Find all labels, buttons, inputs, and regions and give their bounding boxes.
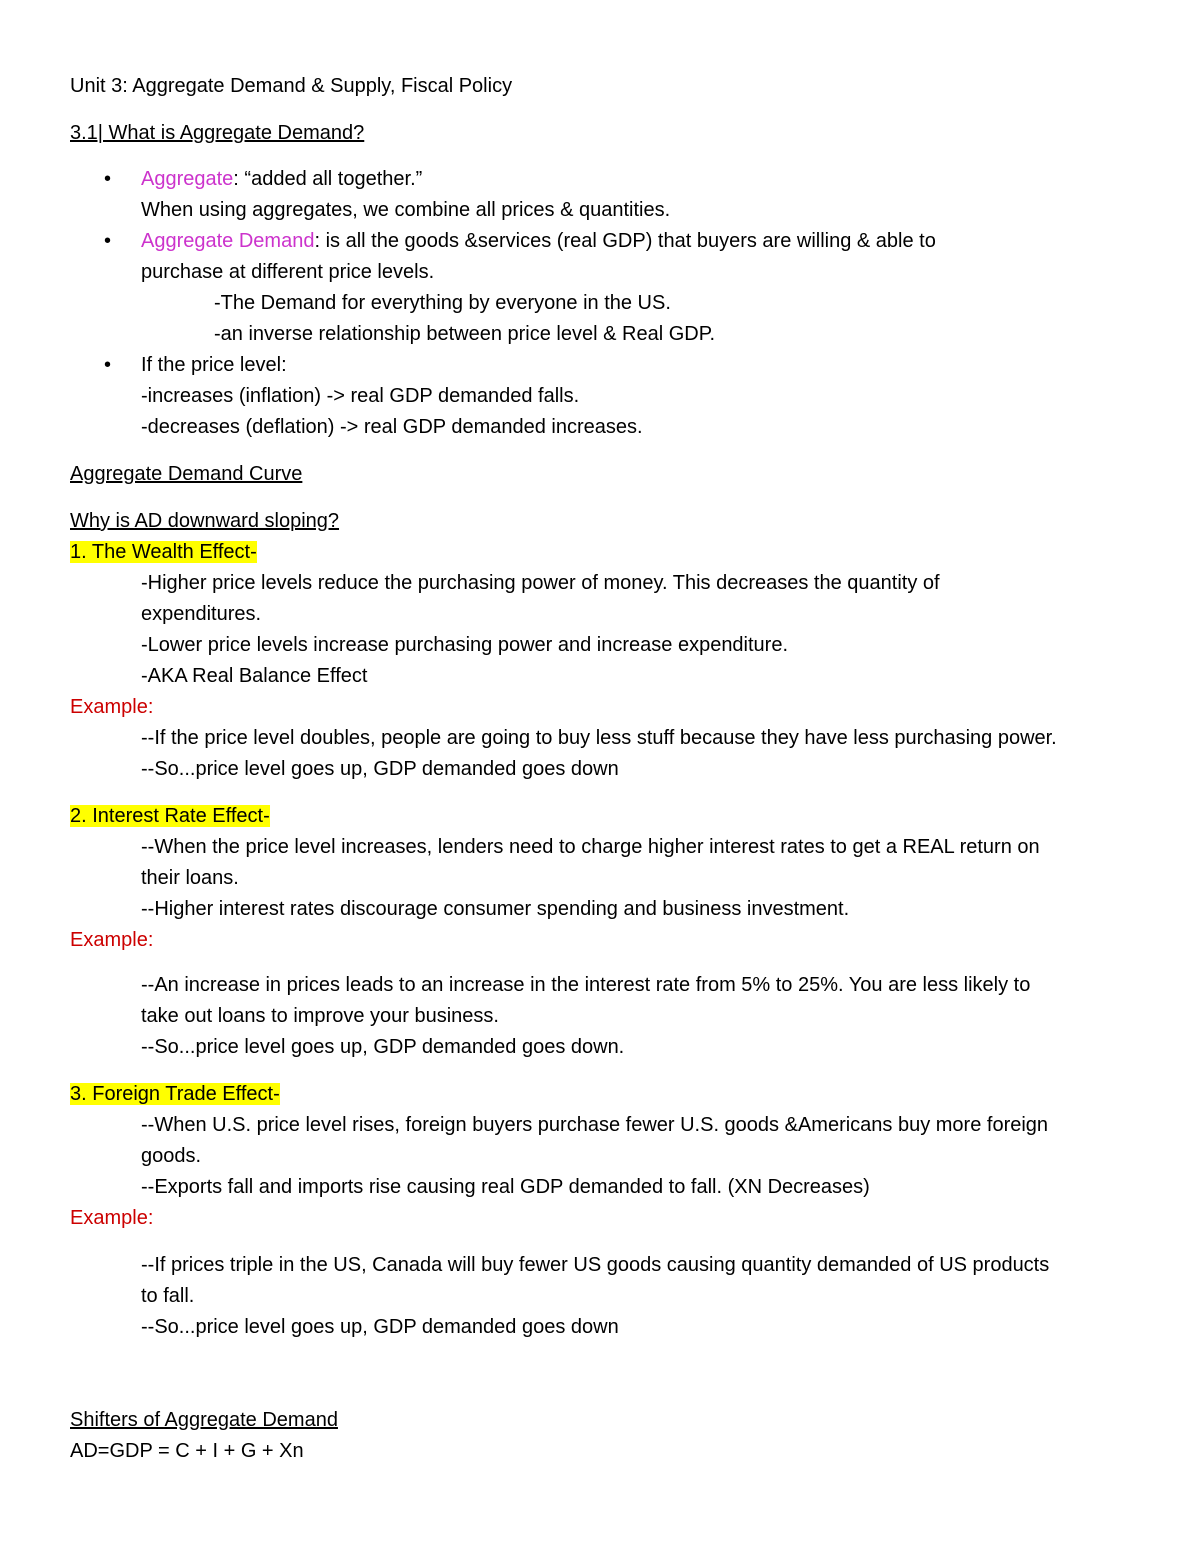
wealth-line-4: -AKA Real Balance Effect — [141, 665, 368, 687]
wealth-example-label: Example: — [70, 696, 154, 718]
term-aggregate: Aggregate — [141, 168, 234, 190]
bullet-dot: • — [104, 168, 112, 190]
interest-example-1: --An increase in prices leads to an increase in the interest rate from 5% to 25%. You are less likely to — [141, 974, 1031, 996]
bullet-aggregate — [141, 167, 422, 191]
wealth-example-1: --If the price level doubles, people are going to buy less stuff because they have less purchasing power. — [141, 727, 1057, 749]
foreign-effect-highlight: 3. Foreign Trade Effect- — [70, 1083, 280, 1105]
definition-aggregate: : “added all together.” — [233, 168, 423, 190]
interest-example-2: take out loans to improve your business. — [141, 1005, 499, 1027]
page-title: Unit 3: Aggregate Demand & Supply, Fiscal Policy — [70, 75, 513, 97]
ad-formula: AD=GDP = C + I + G + Xn — [70, 1440, 304, 1462]
wealth-line-3: -Lower price levels increase purchasing power and increase expenditure. — [141, 634, 789, 656]
why-heading: Why is AD downward sloping? — [70, 510, 340, 532]
foreign-line-2: goods. — [141, 1145, 202, 1167]
ad-note-2: -an inverse relationship between price level & Real GDP. — [214, 323, 716, 345]
interest-effect-highlight: 2. Interest Rate Effect- — [70, 805, 270, 827]
foreign-effect-heading — [70, 1082, 280, 1106]
foreign-example-2: to fall. — [141, 1285, 195, 1307]
foreign-line-1: --When U.S. price level rises, foreign buyers purchase fewer U.S. goods &Americans buy more foreign — [141, 1114, 1049, 1136]
price-level-intro: If the price level: — [141, 354, 287, 376]
section-heading: 3.1| What is Aggregate Demand? — [70, 122, 365, 144]
foreign-example-1: --If prices triple in the US, Canada will buy fewer US goods causing quantity demanded of US products — [141, 1254, 1050, 1276]
bullet-aggregate-demand — [141, 229, 936, 253]
wealth-effect-highlight: 1. The Wealth Effect- — [70, 541, 257, 563]
ad-note-1: -The Demand for everything by everyone in the US. — [214, 292, 671, 314]
bullet-dot: • — [104, 354, 112, 376]
interest-line-1: --When the price level increases, lenders need to charge higher interest rates to get a REAL return on — [141, 836, 1040, 858]
interest-line-2: their loans. — [141, 867, 239, 889]
foreign-example-label: Example: — [70, 1207, 154, 1229]
wealth-line-1: -Higher price levels reduce the purchasing power of money. This decreases the quantity of — [141, 572, 940, 594]
price-level-decrease: -decreases (deflation) -> real GDP demanded increases. — [141, 416, 643, 438]
ad-curve-heading: Aggregate Demand Curve — [70, 463, 303, 485]
term-aggregate-demand: Aggregate Demand — [141, 230, 315, 252]
wealth-example-2: --So...price level goes up, GDP demanded goes down — [141, 758, 619, 780]
wealth-line-2: expenditures. — [141, 603, 262, 625]
definition-aggregate-demand: : is all the goods &services (real GDP) that buyers are willing & able to — [314, 230, 936, 252]
wealth-effect-heading — [70, 540, 257, 564]
aggregate-note: When using aggregates, we combine all prices & quantities. — [141, 199, 671, 221]
interest-example-label: Example: — [70, 929, 154, 951]
bullet-dot: • — [104, 230, 112, 252]
interest-example-3: --So...price level goes up, GDP demanded goes down. — [141, 1036, 625, 1058]
foreign-line-3: --Exports fall and imports rise causing real GDP demanded to fall. (XN Decreases) — [141, 1176, 870, 1198]
shifters-heading: Shifters of Aggregate Demand — [70, 1409, 338, 1431]
ad-definition-cont: purchase at different price levels. — [141, 261, 435, 283]
interest-line-3: --Higher interest rates discourage consumer spending and business investment. — [141, 898, 850, 920]
foreign-example-3: --So...price level goes up, GDP demanded goes down — [141, 1316, 619, 1338]
price-level-increase: -increases (inflation) -> real GDP demanded falls. — [141, 385, 580, 407]
interest-effect-heading — [70, 804, 270, 828]
